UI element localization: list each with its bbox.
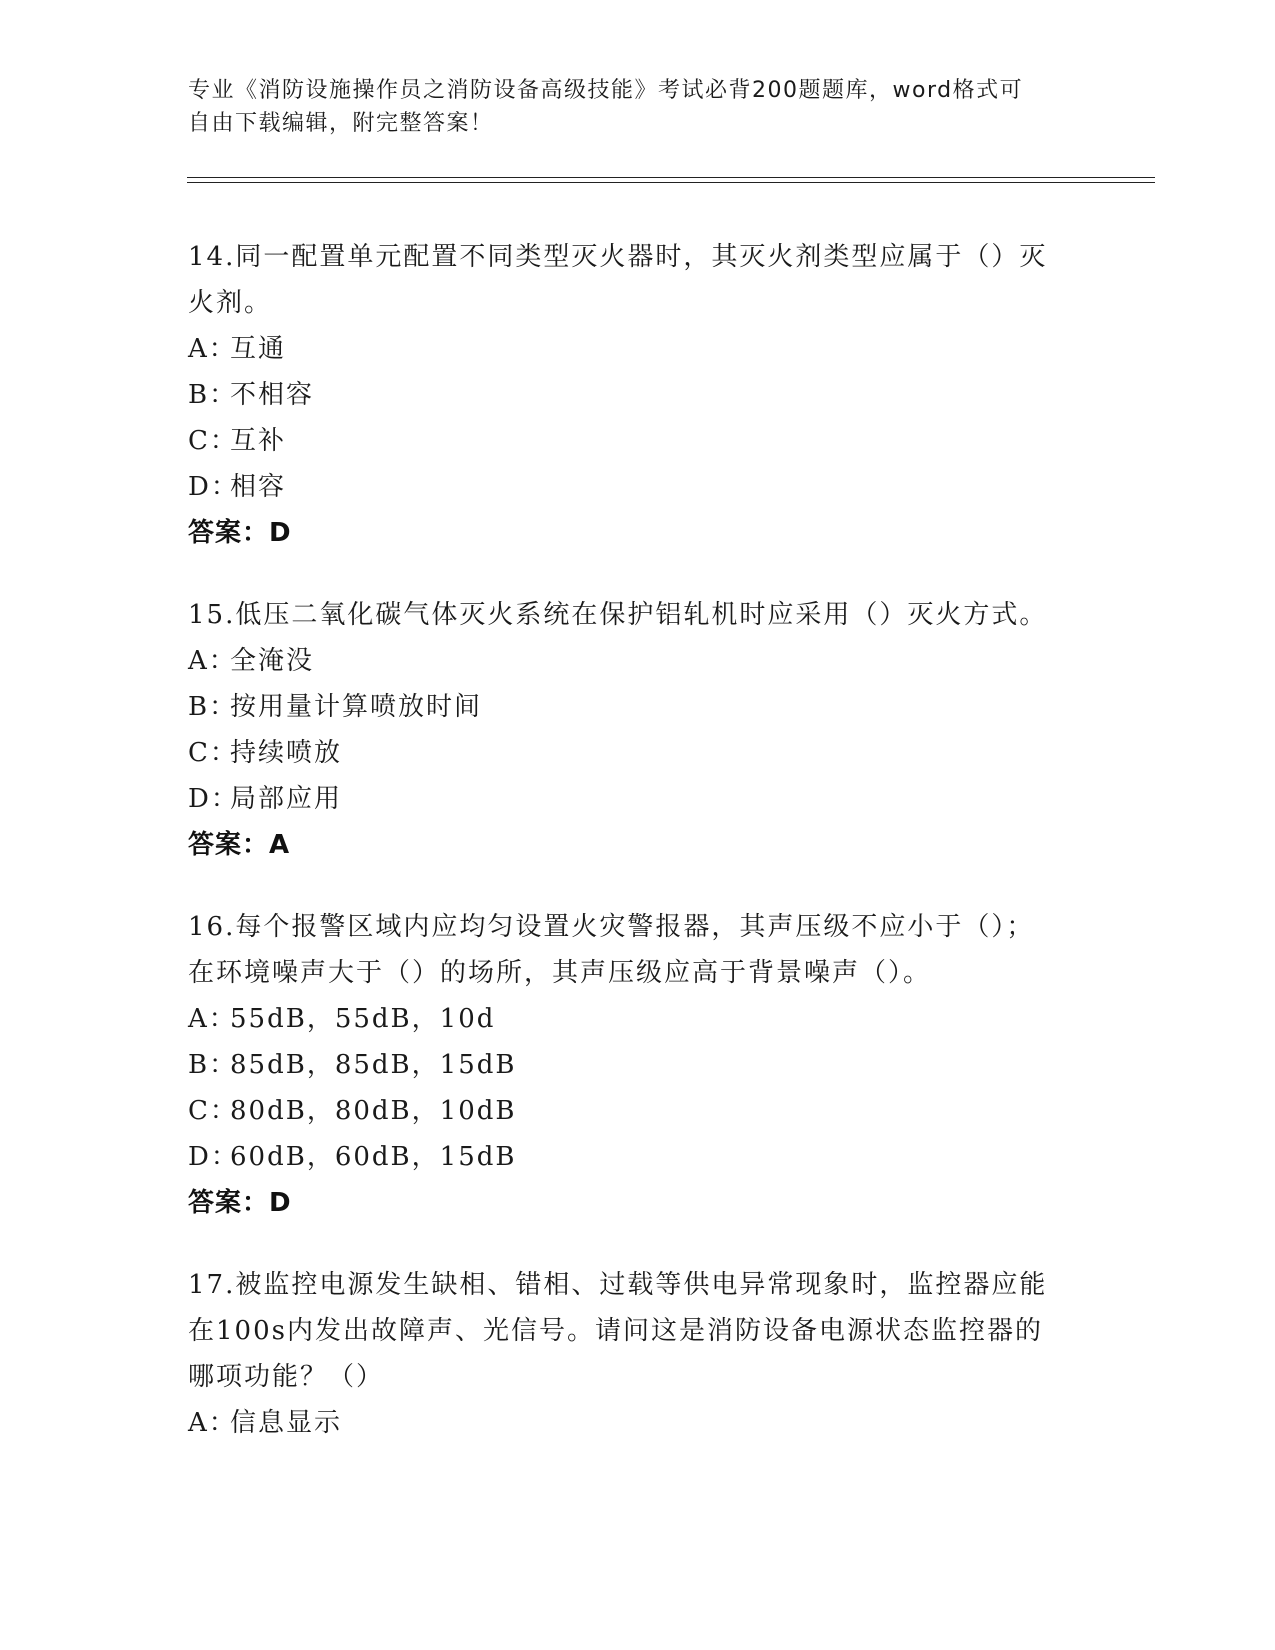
option-key: B： — [188, 1050, 238, 1080]
option-c — [188, 418, 1088, 464]
option-key: D： — [188, 1142, 239, 1172]
answer-line: 答案：A — [188, 830, 291, 860]
question-stem-line: 在环境噪声大于（）的场所，其声压级应高于背景噪声（）。 — [188, 958, 932, 988]
question-stem-line: 16.每个报警区域内应均匀设置火灾警报器，其声压级不应小于（）； — [188, 912, 1035, 942]
option-d — [188, 1134, 1088, 1180]
option-text: 局部应用 — [230, 784, 343, 814]
option-key: C： — [188, 426, 238, 456]
question-stem-line: 17.被监控电源发生缺相、错相、过载等供电异常现象时，监控器应能 — [188, 1270, 1048, 1300]
option-text: 85dB，85dB，15dB — [230, 1050, 517, 1080]
header-line-1: 专业《消防设施操作员之消防设备高级技能》考试必背200题题库，word格式可 — [188, 78, 1024, 103]
option-a — [188, 1400, 1088, 1446]
option-a — [188, 638, 1088, 684]
option-d — [188, 464, 1088, 510]
question-stem-line: 火剂。 — [188, 288, 273, 318]
option-text: 不相容 — [230, 380, 315, 410]
option-b — [188, 1042, 1088, 1088]
question-stem-line: 哪项功能？（） — [188, 1362, 385, 1392]
question-14 — [188, 234, 1088, 556]
question-stem-line: 14.同一配置单元配置不同类型灭火器时，其灭火剂类型应属于（）灭 — [188, 242, 1048, 272]
option-c — [188, 1088, 1088, 1134]
option-key: A： — [188, 646, 237, 676]
option-text: 80dB，80dB，10dB — [230, 1096, 517, 1126]
question-stem-line: 15.低压二氧化碳气体灭火系统在保护铝轧机时应采用（）灭火方式。 — [188, 600, 1048, 630]
option-text: 持续喷放 — [230, 738, 343, 768]
option-text: 全淹没 — [230, 646, 315, 676]
document-header — [188, 74, 1068, 140]
option-key: C： — [188, 738, 238, 768]
question-stem-line: 在100s内发出故障声、光信号。请问这是消防设备电源状态监控器的 — [188, 1316, 1043, 1346]
header-divider-top — [187, 177, 1155, 178]
option-a — [188, 326, 1088, 372]
option-text: 信息显示 — [230, 1408, 343, 1438]
option-key: A： — [188, 1004, 237, 1034]
option-key: B： — [188, 380, 238, 410]
option-text: 按用量计算喷放时间 — [230, 692, 483, 722]
header-line-2: 自由下载编辑，附完整答案！ — [188, 111, 494, 136]
option-key: A： — [188, 334, 237, 364]
option-text: 相容 — [230, 472, 287, 502]
option-b — [188, 684, 1088, 730]
option-text: 互补 — [230, 426, 287, 456]
option-key: D： — [188, 784, 239, 814]
option-b — [188, 372, 1088, 418]
answer-line: 答案：D — [188, 1188, 292, 1218]
answer-line: 答案：D — [188, 518, 292, 548]
question-16 — [188, 904, 1088, 1226]
option-d — [188, 776, 1088, 822]
option-text: 60dB，60dB，15dB — [230, 1142, 517, 1172]
option-text: 55dB，55dB，10d — [230, 1004, 496, 1034]
option-c — [188, 730, 1088, 776]
option-a — [188, 996, 1088, 1042]
question-17 — [188, 1262, 1088, 1446]
option-key: B： — [188, 692, 238, 722]
question-list — [188, 234, 1088, 1482]
option-key: A： — [188, 1408, 237, 1438]
question-15 — [188, 592, 1088, 868]
option-key: D： — [188, 472, 239, 502]
option-text: 互通 — [230, 334, 287, 364]
header-divider-bottom — [187, 182, 1155, 183]
option-key: C： — [188, 1096, 238, 1126]
